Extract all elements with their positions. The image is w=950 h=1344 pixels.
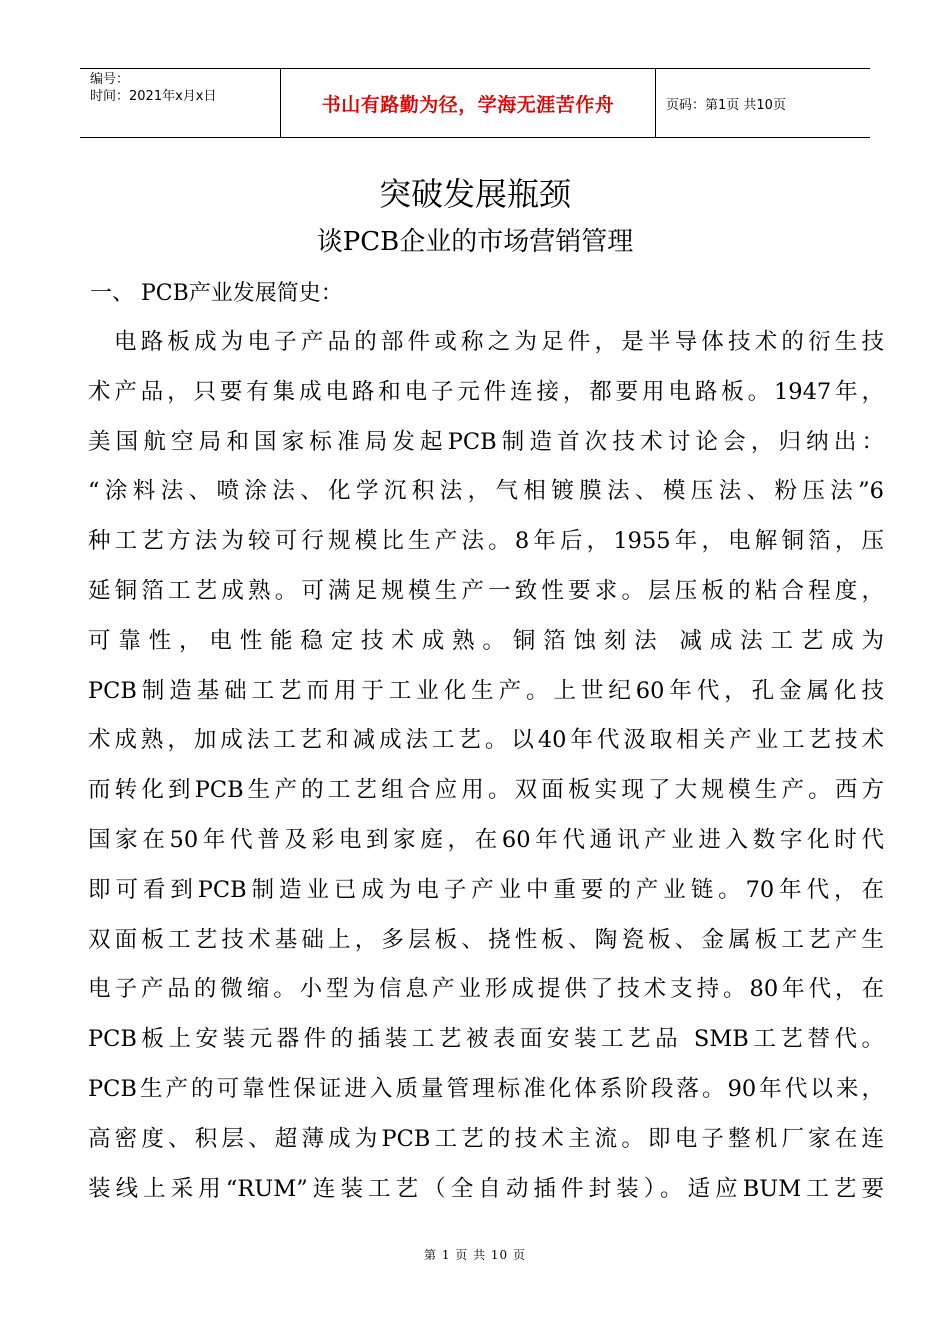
section-heading: 一、 PCB产业发展简史：: [90, 281, 343, 306]
document-subtitle: 谈PCB企业的市场营销管理: [316, 227, 634, 257]
text-line: 延铜箔工艺成熟。可满足规模生产一致性要求。层压板的粘合程度，: [88, 577, 884, 604]
page-header: [80, 68, 870, 138]
text-line: 美国航空局和国家标准局发起PCB制造首次技术讨论会，归纳出：: [88, 428, 884, 455]
text-line: 电子产品的微缩。小型为信息产业形成提供了技术支持。80年代，在: [88, 976, 884, 1003]
text-line: PCB生产的可靠性保证进入质量管理标准化体系阶段落。90年代以来，: [88, 1075, 884, 1102]
text-line: 术成熟，加成法工艺和减成法工艺。以40年代汲取相关产业工艺技术: [88, 727, 884, 754]
page-footer: 第 1 页 共 10 页: [424, 1248, 526, 1262]
text-line: “涂料法、喷涂法、化学沉积法，气相镀膜法、模压法、粉压法”6: [88, 478, 884, 505]
text-line: 国家在50年代普及彩电到家庭，在60年代通讯产业进入数字化时代: [88, 826, 884, 853]
text-line: PCB制造基础工艺而用于工业化生产。上世纪60年代，孔金属化技: [88, 677, 884, 704]
text-line: 种工艺方法为较可行规模比生产法。8年后，1955年，电解铜箔，压: [88, 528, 884, 555]
text-line: 术产品，只要有集成电路和电子元件连接，都要用电路板。1947年，: [88, 378, 884, 405]
header-motto: 书山有路勤为径，学海无涯苦作舟: [281, 69, 656, 137]
body-paragraph: [88, 318, 884, 1214]
text-line: PCB板上安装元器件的插装工艺被表面安装工艺品 SMB工艺替代。: [88, 1026, 884, 1053]
text-line: 双面板工艺技术基础上，多层板、挠性板、陶瓷板、金属板工艺产生: [88, 926, 884, 953]
text-line: 可靠性，电性能稳定技术成熟。铜箔蚀刻法 减成法工艺成为: [88, 627, 884, 654]
text-line: 电路板成为电子产品的部件或称之为足件，是半导体技术的衍生技: [114, 329, 884, 355]
date-label: 时间：2021年x月x日: [90, 89, 217, 104]
text-line: 装线上采用“RUM”连装工艺（全自动插件封装）。适应BUM工艺要: [88, 1175, 884, 1202]
text-line: 即可看到PCB制造业已成为电子产业中重要的产业链。70年代，在: [88, 876, 884, 903]
text-line: 而转化到PCB生产的工艺组合应用。双面板实现了大规模生产。西方: [88, 777, 884, 804]
document-title: 突破发展瓶颈: [378, 175, 571, 213]
text-line: 高密度、积层、超薄成为PCB工艺的技术主流。即电子整机厂家在连: [88, 1125, 884, 1152]
number-label: 编号：: [90, 72, 130, 87]
header-page-label: 页码：第1页 共10页: [666, 97, 786, 113]
header-left-cell: [80, 69, 281, 137]
